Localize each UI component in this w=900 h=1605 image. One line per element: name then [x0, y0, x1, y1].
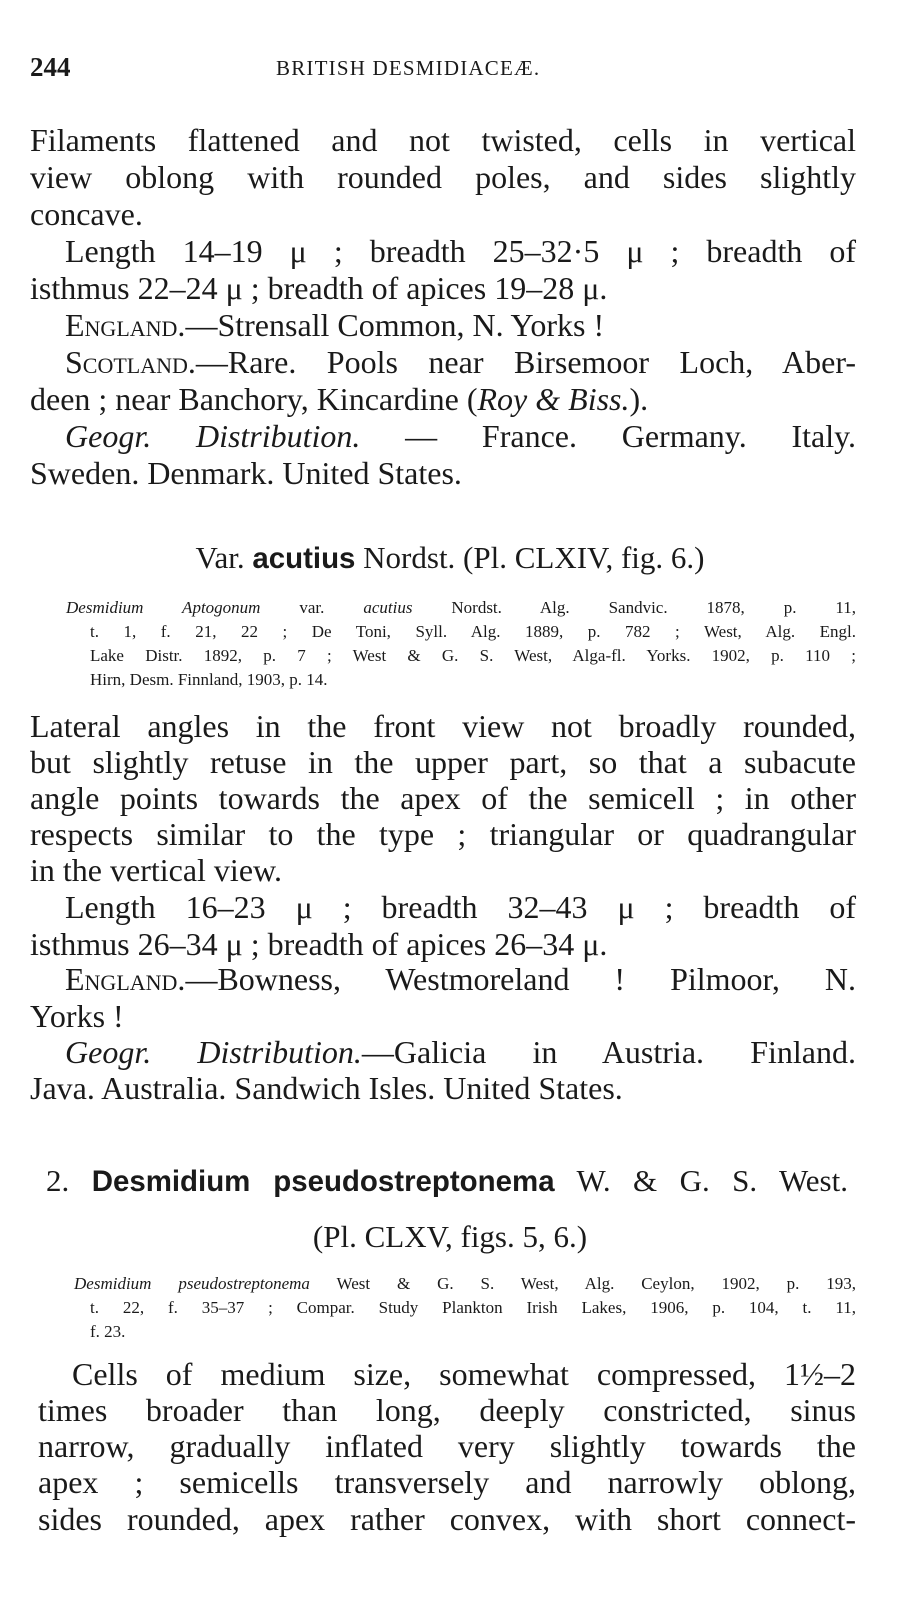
heading-author: Nordst. (Pl. CLXIV, fig. 6.) [355, 540, 705, 575]
distribution-line: Java. Australia. Sandwich Isles. United States. [30, 1070, 623, 1106]
body-line: times broader than long, deeply constricted, sinus [38, 1392, 856, 1428]
measurement-line: isthmus 26–34 μ ; breadth of apices 26–34 μ. [30, 926, 608, 962]
ref-taxon: Desmidium pseudostreptonema [74, 1274, 310, 1293]
distribution-line: Sweden. Denmark. United States. [30, 455, 462, 491]
distribution-line [65, 418, 856, 454]
distribution-label: Geogr. Distribution. [65, 418, 361, 454]
measurement-line: isthmus 22–24 μ ; breadth of apices 19–28 μ. [30, 270, 608, 306]
reference-line [74, 1274, 856, 1294]
body-line [30, 381, 856, 417]
heading-prefix: Var. [195, 540, 253, 575]
measurement-line: Length 16–23 μ ; breadth 32–43 μ ; breadth of [65, 889, 856, 925]
text-span: West & G. S. West, Alg. Ceylon, 1902, p. 193, [309, 1274, 857, 1293]
text-span: Nordst. Alg. Sandvic. 1878, p. 11, [412, 598, 857, 617]
reference-line [66, 598, 856, 618]
page-number: 244 [30, 52, 71, 82]
scotland-locality [65, 344, 856, 380]
region-label: England. [65, 961, 186, 997]
text-span: ). [629, 381, 649, 417]
measurement-line: Length 14–19 μ ; breadth 25–32·5 μ ; breadth of [65, 233, 856, 269]
england-locality [65, 961, 856, 997]
species-number: 2. [46, 1163, 92, 1198]
body-line: Filaments flattened and not twisted, cells in vertical [30, 122, 856, 158]
plate-reference: (Pl. CLXV, figs. 5, 6.) [312, 1219, 588, 1254]
body-line: sides rounded, apex rather convex, with short connect- [38, 1501, 856, 1537]
body-line: but slightly retuse in the upper part, so that a subacute [30, 744, 856, 780]
body-line: concave. [30, 196, 143, 232]
collector-names: Roy & Biss. [477, 381, 630, 417]
locality-text: —Rare. Pools near Birsemoor Loch, Aber- [195, 344, 856, 380]
locality-text: —Bowness, Westmoreland ! Pilmoor, N. [185, 961, 856, 997]
england-locality [65, 307, 856, 343]
body-line: Cells of medium size, somewhat compressed, 1½–2 [72, 1356, 856, 1392]
reference-line: Lake Distr. 1892, p. 7 ; West & G. S. West, Alga-fl. Yorks. 1902, p. 110 ; [90, 646, 856, 665]
body-line: respects similar to the type ; triangular or quadrangular [30, 816, 856, 852]
species-name: Desmidium pseudostreptonema [91, 1165, 555, 1198]
variety-heading [0, 540, 900, 577]
region-label: Scotland. [65, 344, 196, 380]
reference-line: Hirn, Desm. Finnland, 1903, p. 14. [90, 670, 328, 689]
variety-name: acutius [252, 542, 356, 575]
distribution-label: Geogr. Distribution. [65, 1034, 362, 1070]
reference-line: f. 23. [90, 1322, 126, 1341]
heading-author: W. & G. S. West. [554, 1163, 848, 1198]
reference-line: t. 22, f. 35–37 ; Compar. Study Plankton Irish Lakes, 1906, p. 104, t. 11, [90, 1298, 856, 1317]
distribution-text: — France. Germany. Italy. [360, 418, 857, 454]
body-line: angle points towards the apex of the semicell ; in other [30, 780, 856, 816]
locality-text: —Strensall Common, N. Yorks ! [185, 307, 605, 343]
species-heading [46, 1163, 848, 1200]
body-line: view oblong with rounded poles, and sides slightly [30, 159, 856, 195]
running-title: BRITISH DESMIDIACEÆ. [276, 56, 541, 80]
text-span: deen ; near Banchory, Kincardine ( [30, 381, 478, 417]
text-span: var. [260, 598, 364, 617]
reference-line: t. 1, f. 21, 22 ; De Toni, Syll. Alg. 1889, p. 782 ; West, Alg. Engl. [90, 622, 856, 641]
distribution-line [65, 1034, 856, 1070]
body-line: narrow, gradually inflated very slightly towards the [38, 1428, 856, 1464]
body-line: in the vertical view. [30, 852, 283, 888]
body-line: Yorks ! [30, 998, 124, 1034]
body-line: Lateral angles in the front view not broadly rounded, [30, 708, 856, 744]
region-label: England. [65, 307, 186, 343]
body-line: apex ; semicells transversely and narrowly oblong, [38, 1464, 856, 1500]
distribution-text: —Galicia in Austria. Finland. [361, 1034, 856, 1070]
ref-taxon: Desmidium Aptogonum [66, 598, 261, 617]
ref-taxon: acutius [363, 598, 413, 617]
